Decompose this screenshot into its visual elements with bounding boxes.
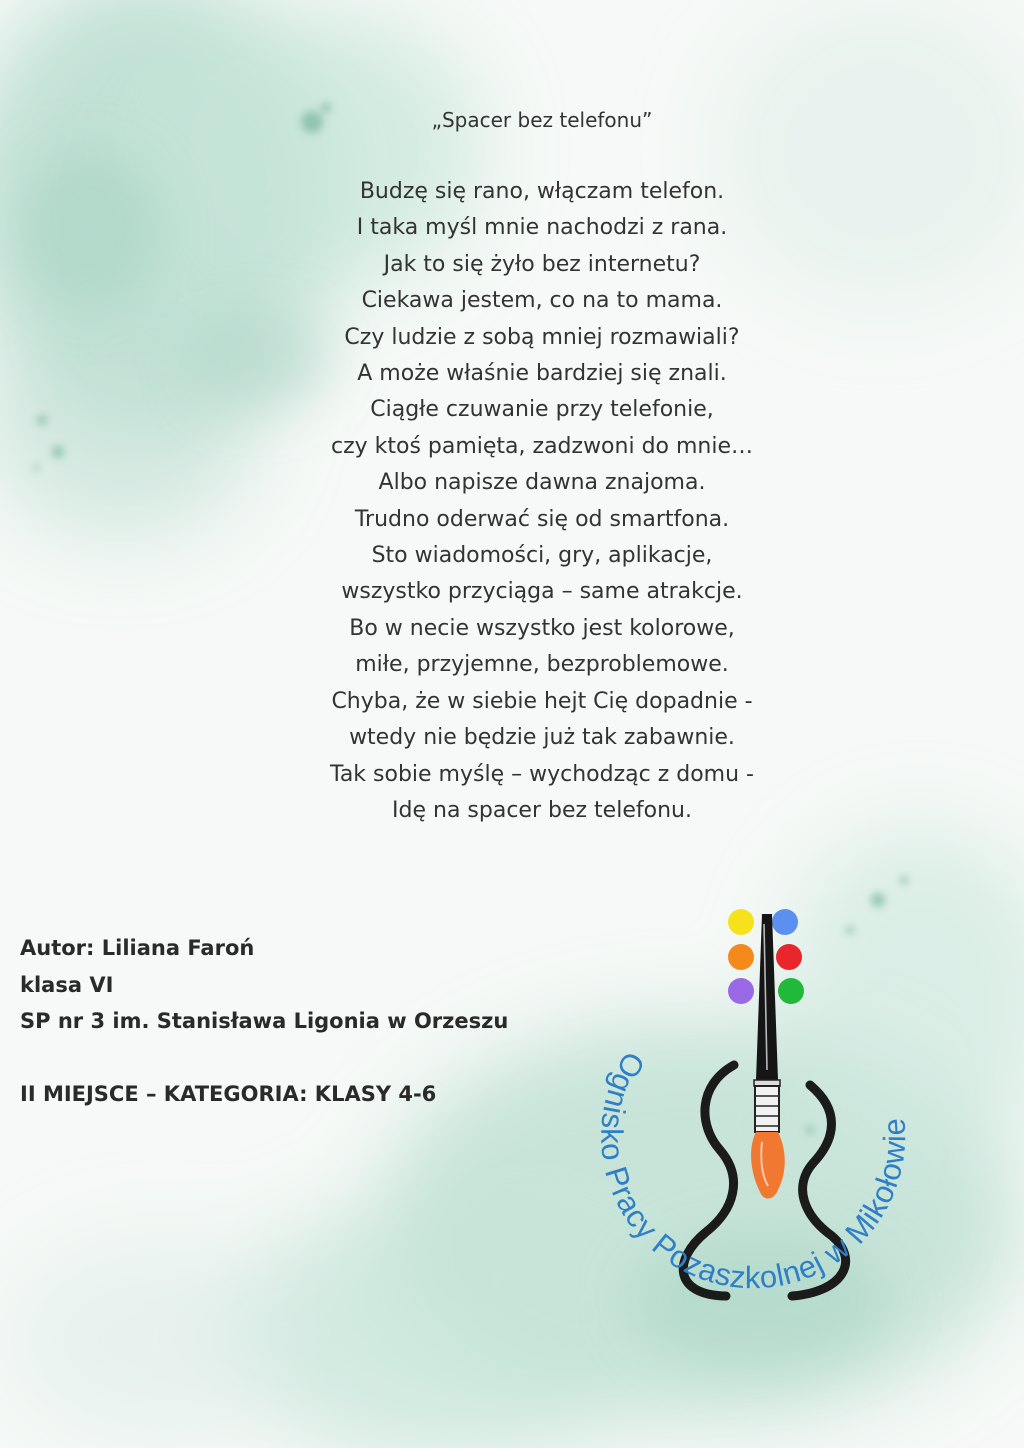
poem-line: Budzę się rano, włączam telefon. <box>359 179 725 204</box>
poem-line: Tak sobie myślę – wychodząc z domu - <box>330 761 754 787</box>
poem-line: Czy ludzie z sobą mniej rozmawiali? <box>344 324 740 350</box>
poem-line: Jak to się żyło bez internetu? <box>383 251 701 277</box>
poem-line: Ciągłe czuwanie przy telefonie, <box>370 397 714 423</box>
author-school: SP nr 3 im. Stanisława Ligonia w Orzeszu <box>20 1009 509 1033</box>
author-class: klasa VI <box>20 972 114 997</box>
poem-line: A może właśnie bardziej się znali. <box>357 361 727 387</box>
spacer <box>20 1040 580 1076</box>
poem-line: Chyba, że w siebie hejt Cię dopadnie - <box>331 688 753 714</box>
poem-line: czy ktoś pamięta, zadzwoni do mnie… <box>330 433 754 459</box>
author-name: Autor: Liliana Faroń <box>20 936 255 960</box>
poem <box>212 102 872 829</box>
poem-line: wszystko przyciąga – same atrakcje. <box>341 579 743 605</box>
poem-line: Trudno oderwać się od smartfona. <box>354 506 730 532</box>
poem-title: „Spacer bez telefonu” <box>431 108 653 132</box>
poem-line: Bo w necie wszystko jest kolorowe, <box>349 615 735 641</box>
poem-line: I taka myśl mnie nachodzi z rana. <box>356 215 728 241</box>
author-info <box>20 930 580 1112</box>
poem-line: wtedy nie będzie już tak zabawnie. <box>349 725 735 751</box>
poem-line: Sto wiadomości, gry, aplikacje, <box>371 543 713 569</box>
poem-line: Idę na spacer bez telefonu. <box>392 797 692 823</box>
award-label: II MIEJSCE – KATEGORIA: KLASY 4-6 <box>20 1081 437 1106</box>
institution-logo <box>548 880 968 1360</box>
logo-text: Ognisko Pracy Pozaszkolnej w Mikołowie <box>594 1046 913 1296</box>
poem-line: Ciekawa jestem, co na to mama. <box>361 288 723 314</box>
poem-line: miłe, przyjemne, bezproblemowe. <box>355 652 729 678</box>
poem-line: Albo napisze dawna znajoma. <box>378 470 706 496</box>
